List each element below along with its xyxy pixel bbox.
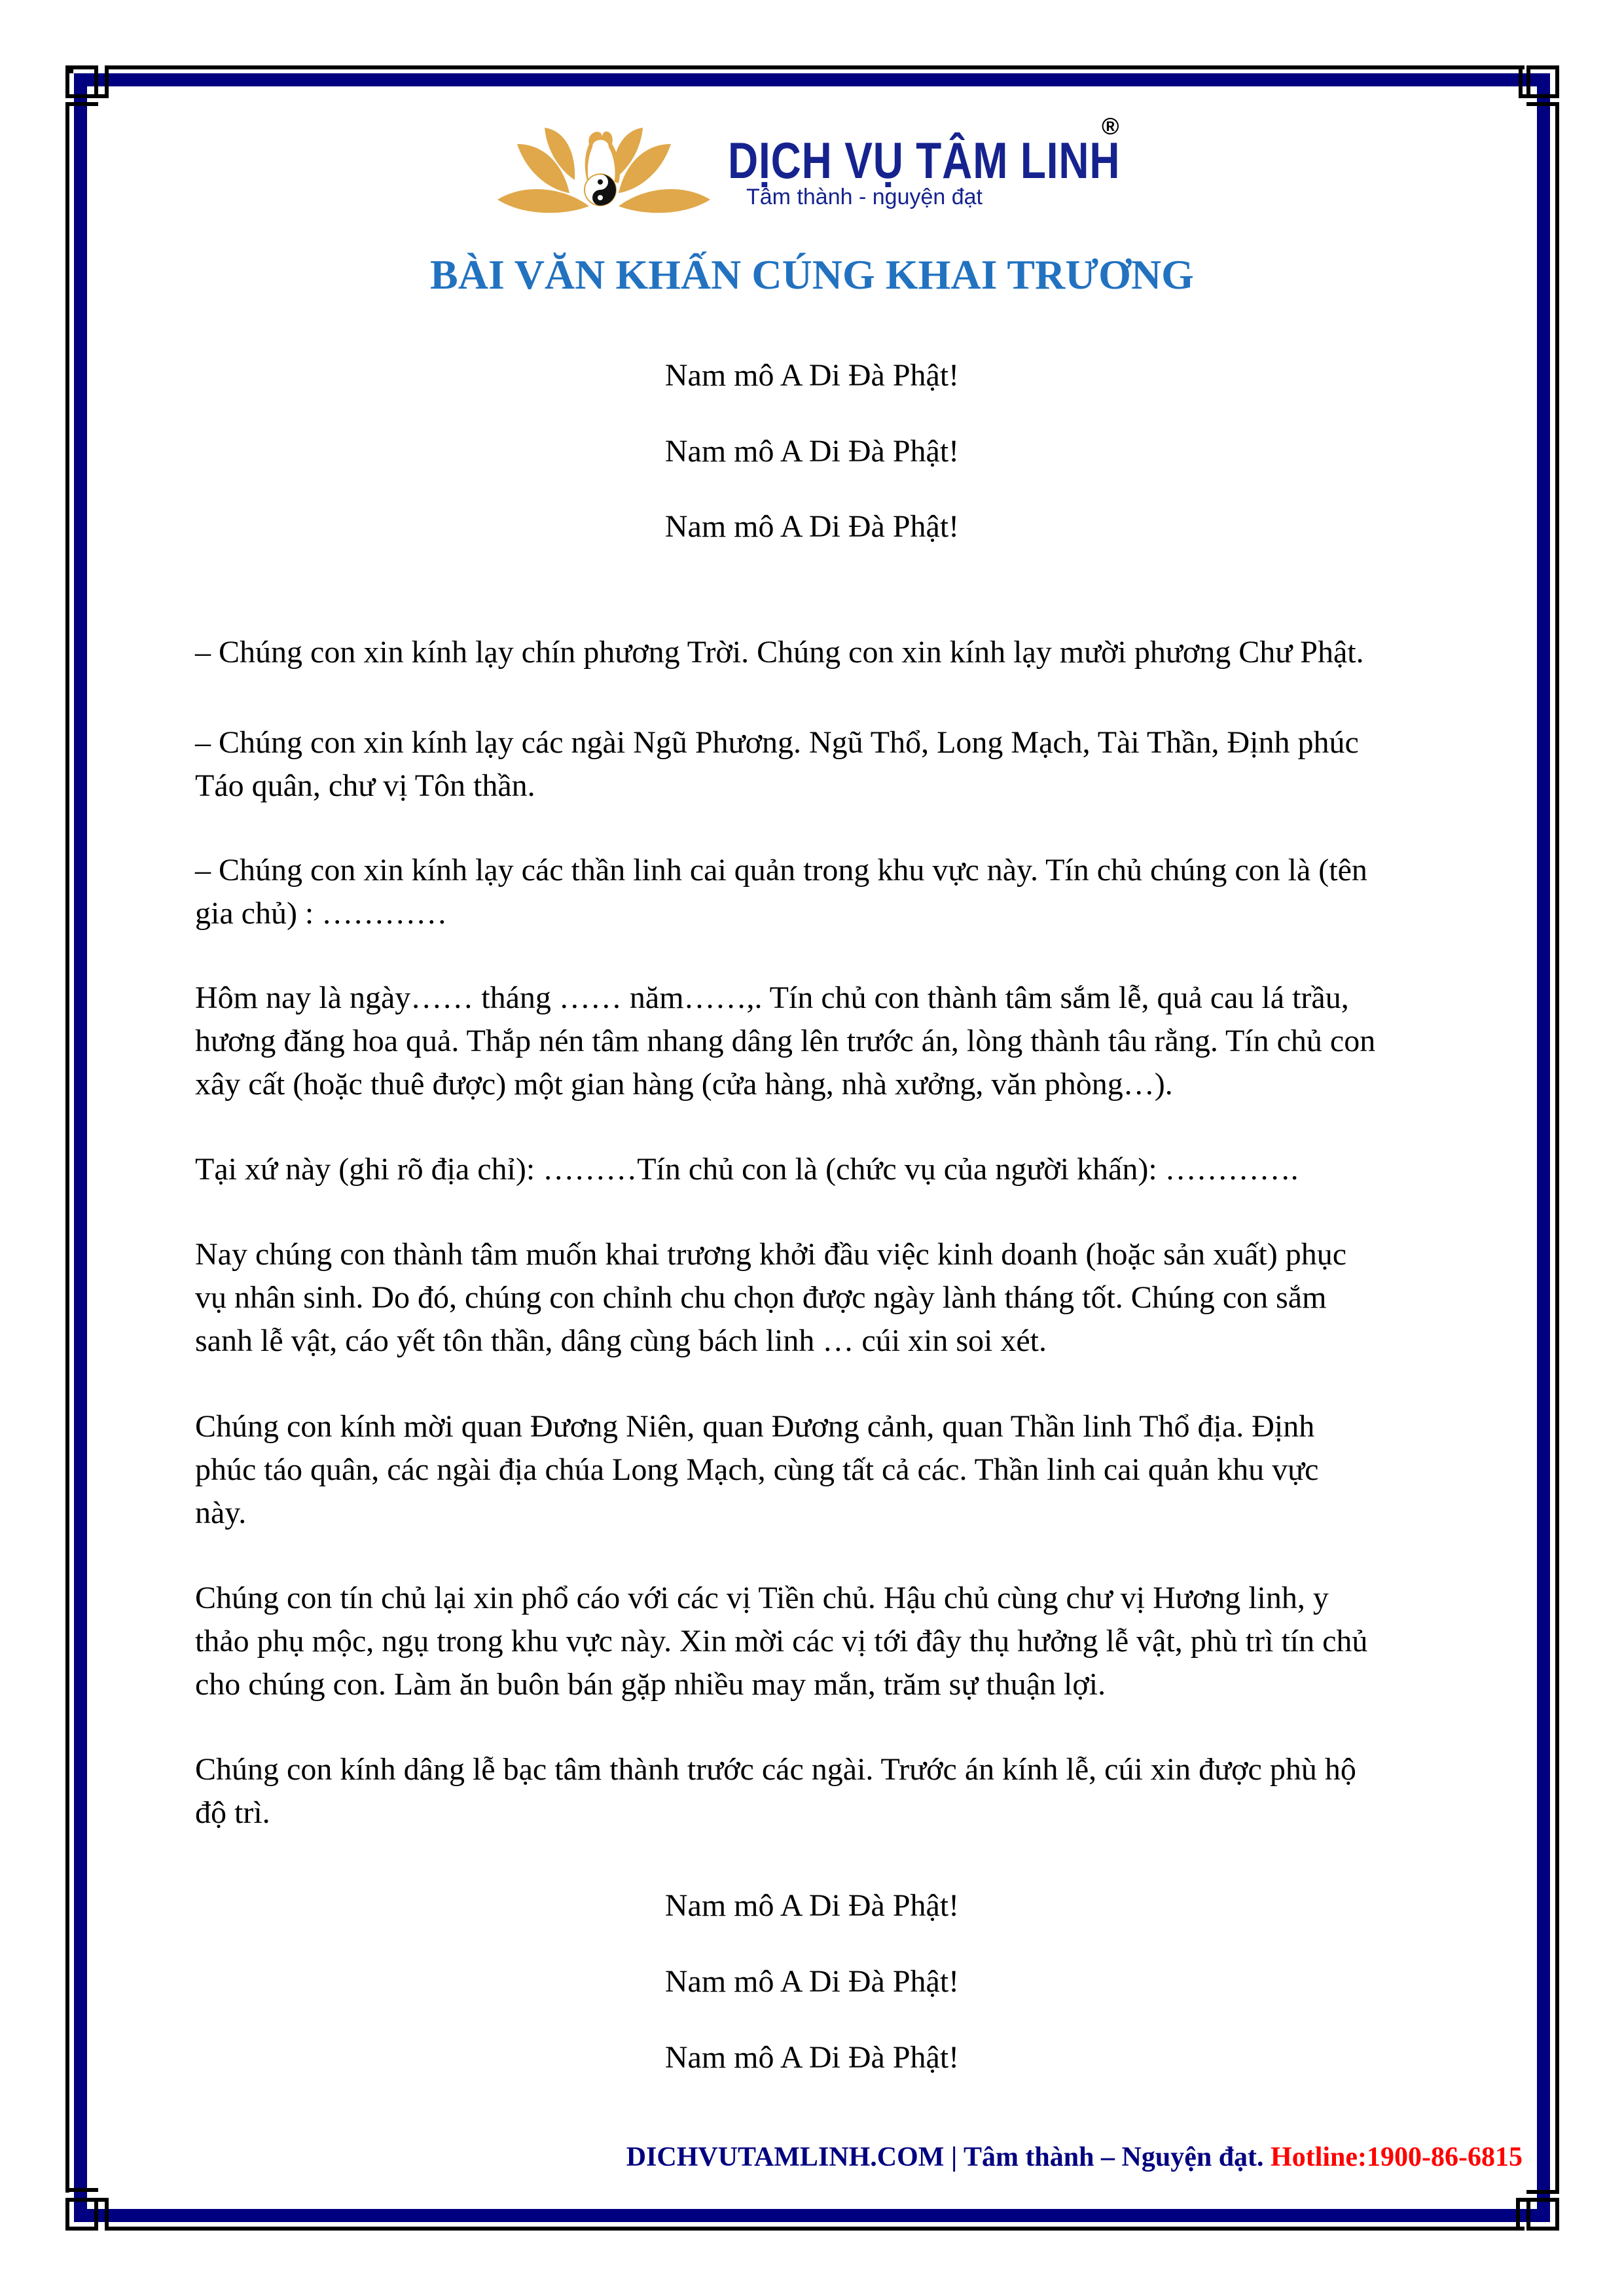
corner-knot-br-d: [1516, 2198, 1530, 2202]
paragraph: [195, 977, 1439, 1106]
corner-knot-tr-c: [1519, 65, 1523, 98]
invocation-line: Nam mô A Di Đà Phật!: [664, 1964, 960, 1999]
text-line: Nay chúng con thành tâm muốn khai trương khởi đầu việc kinh doanh (hoặc sản xuất) phục: [195, 1237, 1347, 1272]
text-line: gia chủ) : …………: [195, 896, 448, 931]
page-footer: [626, 2139, 1523, 2176]
paragraph: [195, 1405, 1439, 1535]
footer-slogan: Tâm thành – Nguyện đạt.: [963, 2142, 1271, 2172]
text-line: vụ nhân sinh. Do đó, chúng con chỉnh chu chọn được ngày lành tháng tốt. Chúng con sắm: [195, 1280, 1327, 1315]
corner-knot-bl-d: [94, 2198, 109, 2202]
paragraph: [195, 1577, 1439, 1706]
text-line: sanh lễ vật, cáo yết tôn thần, dâng cùng bách linh … cúi xin soi xét.: [195, 1323, 1047, 1358]
frame-left-line: [65, 104, 69, 2193]
corner-knot-bl-a: [65, 2198, 98, 2231]
paragraph: [195, 631, 1439, 674]
paragraph: [195, 1148, 1439, 1191]
frame-right-line: [1555, 104, 1559, 2193]
corner-knot-tr-a: [1526, 65, 1559, 98]
text-line: Chúng con kính dâng lễ bạc tâm thành trước các ngài. Trước án kính lễ, cúi xin được phù hộ: [195, 1752, 1356, 1787]
footer-site-link[interactable]: DICHVUTAMLINH.COM: [626, 2142, 945, 2172]
paragraph: [195, 1748, 1439, 1835]
text-line: – Chúng con xin kính lạy chín phương Trời. Chúng con xin kính lạy mười phương Chư Phật.: [195, 635, 1364, 670]
text-line: này.: [195, 1496, 247, 1530]
frame-bottom-bar: [74, 2209, 1550, 2222]
text-line: cho chúng con. Làm ăn buôn bán gặp nhiều may mắn, trăm sự thuận lợi.: [195, 1667, 1106, 1702]
registered-mark-icon: ®: [1102, 113, 1119, 139]
paragraph: [195, 721, 1439, 808]
text-line: Táo quân, chư vị Tôn thần.: [195, 768, 535, 803]
corner-knot-br-c: [1516, 2198, 1520, 2231]
corner-knot-br-a: [1526, 2198, 1559, 2231]
text-line: thảo phụ mộc, ngụ trong khu vực này. Xin mời các vị tới đây thụ hưởng lễ vật, phù trì tín chủ: [195, 1624, 1368, 1659]
text-line: độ trì.: [195, 1795, 270, 1830]
text-line: – Chúng con xin kính lạy các ngài Ngũ Phương. Ngũ Thổ, Long Mạch, Tài Thần, Định phúc: [195, 725, 1359, 760]
invocation-line: Nam mô A Di Đà Phật!: [664, 434, 960, 469]
text-line: xây cất (hoặc thuê được) một gian hàng (cửa hàng, nhà xưởng, văn phòng…).: [195, 1067, 1173, 1102]
lotus-yin-yang-icon: [497, 118, 713, 229]
paragraph: [195, 1233, 1439, 1363]
text-line: Tại xứ này (ghi rõ địa chỉ): ………Tín chủ con là (chức vụ của người khấn): ………….: [195, 1152, 1299, 1187]
corner-knot-tl-c: [65, 94, 109, 98]
invocation-line: Nam mô A Di Đà Phật!: [664, 509, 960, 544]
text-line: Chúng con tín chủ lại xin phổ cáo với các vị Tiền chủ. Hậu chủ cùng chư vị Hương linh, y: [195, 1581, 1329, 1615]
footer-separator: |: [944, 2142, 964, 2172]
document-title: BÀI VĂN KHẤN CÚNG KHAI TRƯƠNG: [430, 251, 1194, 298]
corner-knot-tr-d: [1526, 102, 1559, 106]
text-line: – Chúng con xin kính lạy các thần linh cai quản trong khu vực này. Tín chủ chúng con là (tên: [195, 853, 1367, 888]
brand-tagline: Tâm thành - nguyện đạt: [746, 185, 983, 209]
corner-knot-bl-b: [65, 2188, 98, 2192]
text-line: Hôm nay là ngày…… tháng …… năm……,. Tín chủ con thành tâm sắm lễ, quả cau lá trầu,: [195, 980, 1349, 1015]
corner-knot-tl-d: [65, 102, 98, 106]
invocation-line: Nam mô A Di Đà Phật!: [664, 1888, 960, 1923]
frame-top-line: [106, 65, 1525, 69]
invocation-line: Nam mô A Di Đà Phật!: [664, 358, 960, 393]
corner-knot-br-b: [1526, 2190, 1559, 2194]
corner-spacer: [65, 65, 73, 73]
text-line: Chúng con kính mời quan Đương Niên, quan Đương cảnh, quan Thần linh Thổ địa. Định: [195, 1409, 1315, 1444]
brand-name: DỊCH VỤ TÂM LINH: [728, 132, 1121, 189]
frame-bottom-line: [106, 2227, 1525, 2231]
paragraph: [195, 849, 1439, 935]
text-line: phúc táo quân, các ngài địa chúa Long Mạch, cùng tất cả các. Thần linh cai quản khu vực: [195, 1452, 1319, 1487]
text-line: hương đăng hoa quả. Thắp nén tâm nhang dâng lên trước án, lòng thành tâu rằng. Tín chủ con: [195, 1024, 1376, 1058]
invocation-line: Nam mô A Di Đà Phật!: [664, 2040, 960, 2075]
frame-top-bar: [74, 73, 1550, 86]
corner-knot-bl-c: [105, 2198, 109, 2231]
corner-knot-tl-b: [105, 65, 109, 98]
footer-hotline[interactable]: Hotline:1900-86-6815: [1271, 2142, 1523, 2172]
